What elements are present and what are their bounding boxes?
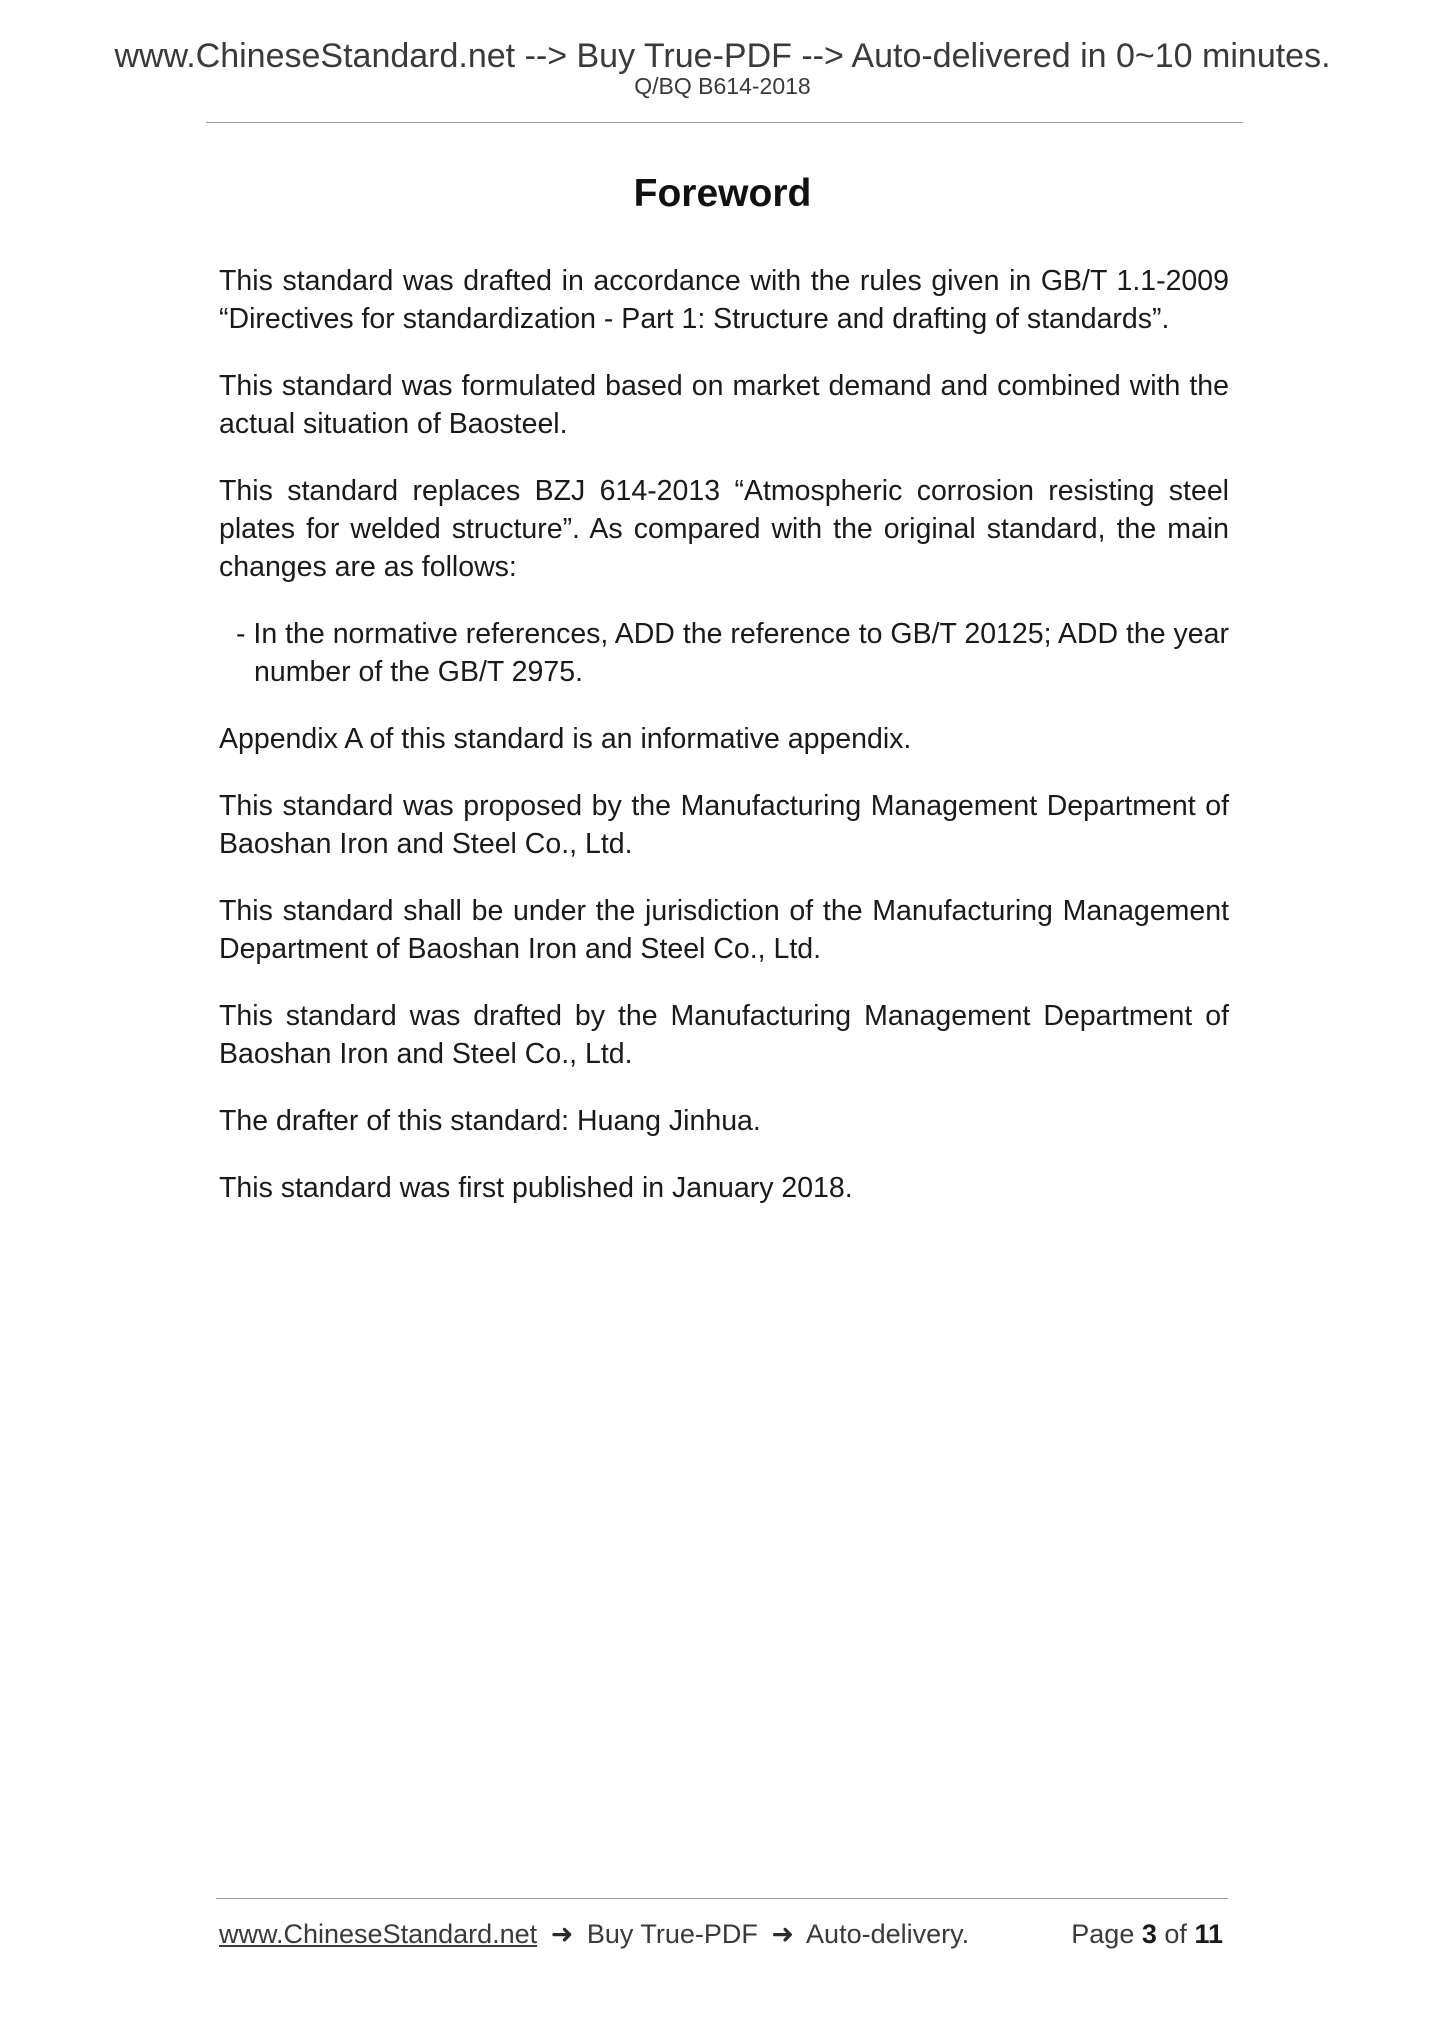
paragraph-drafter: The drafter of this standard: Huang Jinhua. — [219, 1105, 761, 1137]
footer-delivery-text: Auto-delivery. — [806, 1919, 970, 1949]
right-arrow-icon: ➜ — [771, 1919, 795, 1949]
paragraph-appendix: Appendix A of this standard is an informative appendix. — [219, 723, 912, 755]
page-title: Foreword — [633, 172, 812, 215]
page-number — [1071, 1917, 1223, 1951]
header-divider — [206, 122, 1243, 123]
paragraph-proposed-by: This standard was proposed by the Manufacturing Management Department of Baoshan Iron and Steel Co., Ltd. — [219, 790, 1229, 860]
paragraph-drafted-by: This standard was drafted by the Manufacturing Management Department of Baoshan Iron and Steel Co., Ltd. — [219, 1000, 1229, 1070]
top-banner[interactable]: www.ChineseStandard.net --> Buy True-PDF --> Auto-delivered in 0~10 minutes. — [114, 37, 1331, 75]
page-label: Page — [1071, 1919, 1135, 1949]
paragraph-drafting-rules: This standard was drafted in accordance with the rules given in GB/T 1.1-2009 “Directives for standardization - Part 1: Structure and drafting of standards”. — [219, 265, 1229, 335]
paragraph-replaces: This standard replaces BZJ 614-2013 “Atmospheric corrosion resisting steel plates for welded structure”. As compared with the original standard, the main changes are as follows: — [219, 475, 1229, 583]
right-arrow-icon: ➜ — [550, 1919, 574, 1949]
footer-divider — [216, 1898, 1228, 1899]
paragraph-jurisdiction: This standard shall be under the jurisdiction of the Manufacturing Management Department of Baoshan Iron and Steel Co., Ltd. — [219, 895, 1229, 965]
footer-promo — [219, 1917, 969, 1951]
page-of-label: of — [1164, 1919, 1187, 1949]
footer-buy-text: Buy True-PDF — [586, 1919, 758, 1949]
footer-website-link[interactable]: www.ChineseStandard.net — [219, 1919, 538, 1949]
page-total: 11 — [1194, 1919, 1223, 1949]
page-current: 3 — [1141, 1919, 1157, 1949]
document-code: Q/BQ B614-2018 — [634, 73, 811, 99]
paragraph-first-published: This standard was first published in January 2018. — [219, 1172, 853, 1204]
paragraph-market-demand: This standard was formulated based on market demand and combined with the actual situation of Baosteel. — [219, 370, 1229, 440]
foreword-body — [219, 262, 1229, 1236]
list-item-change: - In the normative references, ADD the reference to GB/T 20125; ADD the year number of the GB/T 2975. — [236, 618, 1229, 688]
